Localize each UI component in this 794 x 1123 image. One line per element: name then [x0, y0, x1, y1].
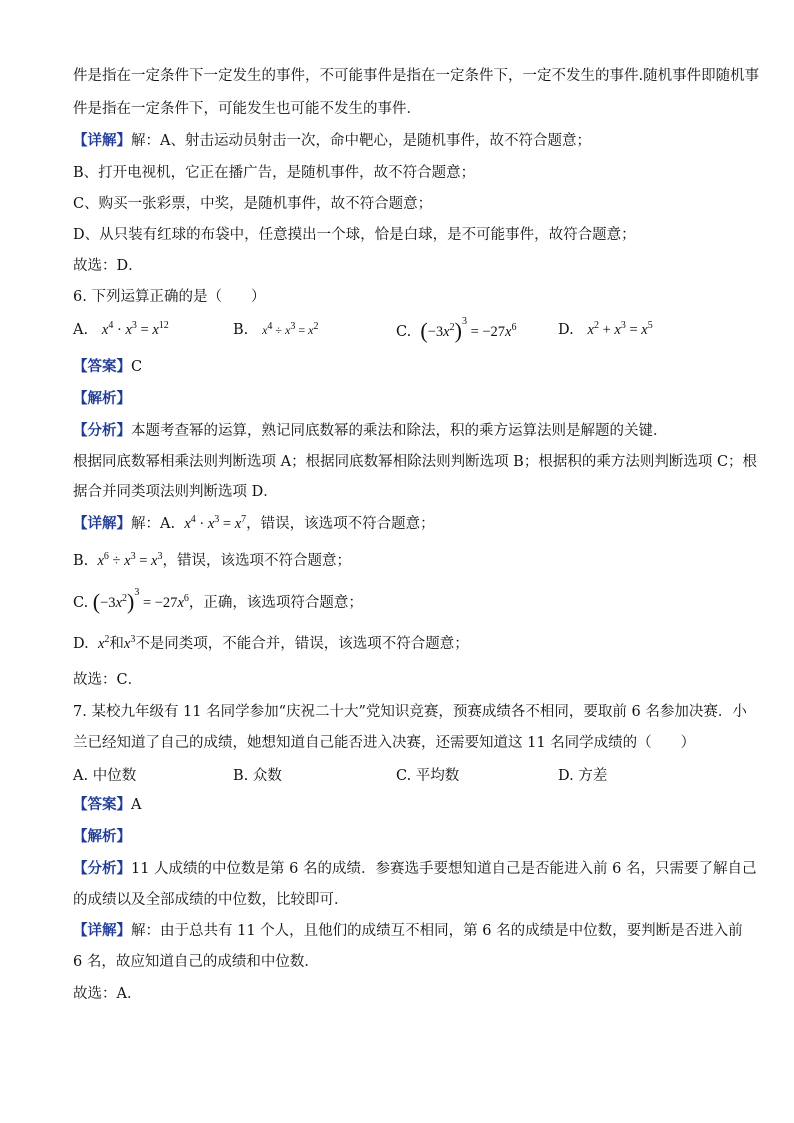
answer-line — [73, 357, 142, 377]
detail-label: 【详解】 — [73, 132, 131, 149]
math-expression: $(-3x^2)^3 = -27x^6$ — [420, 316, 517, 343]
detail-suffix: ，错误，该选项不符合题意； — [246, 516, 435, 532]
text-line: 件是指在一定条件下，可能发生也可能不发生的事件． — [73, 101, 421, 117]
math-expression: $x^4 \cdot x^3 = x^{12}$ — [101, 320, 169, 338]
fenxi-line — [73, 421, 668, 441]
detail-line — [73, 634, 469, 654]
math-expression: $x^4 \cdot x^3 = x^7$ — [184, 514, 247, 532]
answer-value: A — [131, 797, 142, 813]
detail-line — [73, 921, 743, 941]
detail-line — [73, 514, 435, 534]
text-line: D、从只装有红球的布袋中，任意摸出一个球，恰是白球，是不可能事件，故符合题意； — [73, 227, 636, 243]
fenxi-line — [73, 859, 756, 879]
detail-prefix: B. — [73, 553, 89, 569]
detail-suffix: ，正确，该选项符合题意； — [188, 595, 363, 611]
detail-suffix: ，错误，该选项不符合题意； — [162, 553, 351, 569]
option-label: D. — [558, 322, 574, 338]
analysis-label: 【解析】 — [73, 828, 131, 845]
math-expression: $(-3x^2)^3 = -27x^6$ — [92, 587, 189, 614]
detail-and: 和 — [109, 636, 124, 652]
detail-line — [73, 587, 363, 615]
math-expression: $x^4 \div x^3 = x^2$ — [262, 321, 319, 337]
detail-text: 解：A、射击运动员射击一次，命中靶心，是随机事件，故不符合题意； — [131, 133, 591, 149]
text-line: C、购买一张彩票，中奖，是随机事件，故不符合题意； — [73, 196, 433, 212]
option-label: C. — [396, 324, 412, 340]
text-line: B、打开电视机，它正在播广告，是随机事件，故不符合题意； — [73, 165, 476, 181]
fenxi-label: 【分析】 — [73, 422, 131, 439]
detail-line — [73, 131, 591, 151]
detail-line — [73, 551, 351, 571]
question-stem: 6. 下列运算正确的是（ ） — [73, 289, 266, 305]
option-a — [73, 322, 169, 339]
question-stem: 兰已经知道了自己的成绩，她想知道自己能否进入决赛，还需要知道这 11 名同学成绩的（ ） — [73, 735, 696, 751]
detail-label: 【详解】 — [73, 922, 131, 939]
answer-label: 【答案】 — [73, 358, 131, 375]
answer-label: 【答案】 — [73, 796, 131, 813]
analysis-label: 【解析】 — [73, 390, 131, 407]
answer-line — [73, 795, 141, 815]
option-d — [558, 322, 653, 339]
fenxi-label: 【分析】 — [73, 860, 131, 877]
detail-label: 【详解】 — [73, 515, 131, 532]
detail-suffix: 不是同类项，不能合并，错误，该选项不符合题意； — [135, 636, 469, 652]
question-stem: 7. 某校九年级有 11 名同学参加“庆祝二十大”党知识竞赛，预赛成绩各不相同，要取前 6 名参加决赛．小 — [73, 704, 747, 720]
option-d: D. 方差 — [558, 768, 608, 784]
option-label: B. — [233, 322, 249, 338]
choose-line: 故选：A． — [73, 986, 142, 1002]
text-line: 6 名，故应知道自己的成绩和中位数． — [73, 954, 319, 970]
text-line: 根据同底数幂相乘法则判断选项 A；根据同底数幂相除法则判断选项 B；根据积的乘方法则判断选项 C；根 — [73, 454, 758, 470]
option-c — [396, 318, 516, 344]
option-label: A. — [73, 322, 89, 338]
fenxi-text: 本题考查幂的运算，熟记同底数幂的乘法和除法，积的乘方运算法则是解题的关键． — [131, 423, 668, 439]
detail-prefix: D. — [73, 636, 89, 652]
text-line: 据合并同类项法则判断选项 D． — [73, 484, 278, 500]
text-line: 件是指在一定条件下一定发生的事件，不可能事件是指在一定条件下，一定不发生的事件.随机事件即随机事 — [73, 68, 760, 84]
math-expression: $x^3$ — [123, 634, 136, 652]
choose-line: 故选：C． — [73, 672, 143, 688]
choose-line: 故选：D． — [73, 258, 143, 274]
math-expression: $x^6 \div x^3 = x^3$ — [97, 551, 163, 569]
answer-value: C — [131, 359, 143, 375]
detail-prefix: C. — [73, 595, 89, 611]
detail-text: 解：由于总共有 11 个人，且他们的成绩互不相同，第 6 名的成绩是中位数，要判断是否进入前 — [131, 923, 743, 939]
math-expression: $x^2$ — [97, 634, 110, 652]
option-b: B. 众数 — [233, 768, 282, 784]
text-line: 的成绩以及全部成绩的中位数，比较即可． — [73, 892, 349, 908]
option-c: C. 平均数 — [396, 768, 460, 784]
option-a: A. 中位数 — [73, 768, 137, 784]
math-expression: $x^2 + x^3 = x^5$ — [587, 320, 653, 338]
option-b — [233, 322, 318, 338]
fenxi-text: 11 人成绩的中位数是第 6 名的成绩．参赛选手要想知道自己是否能进入前 6 名，只需要了解自己 — [131, 861, 757, 877]
detail-prefix: 解：A. — [131, 516, 176, 532]
